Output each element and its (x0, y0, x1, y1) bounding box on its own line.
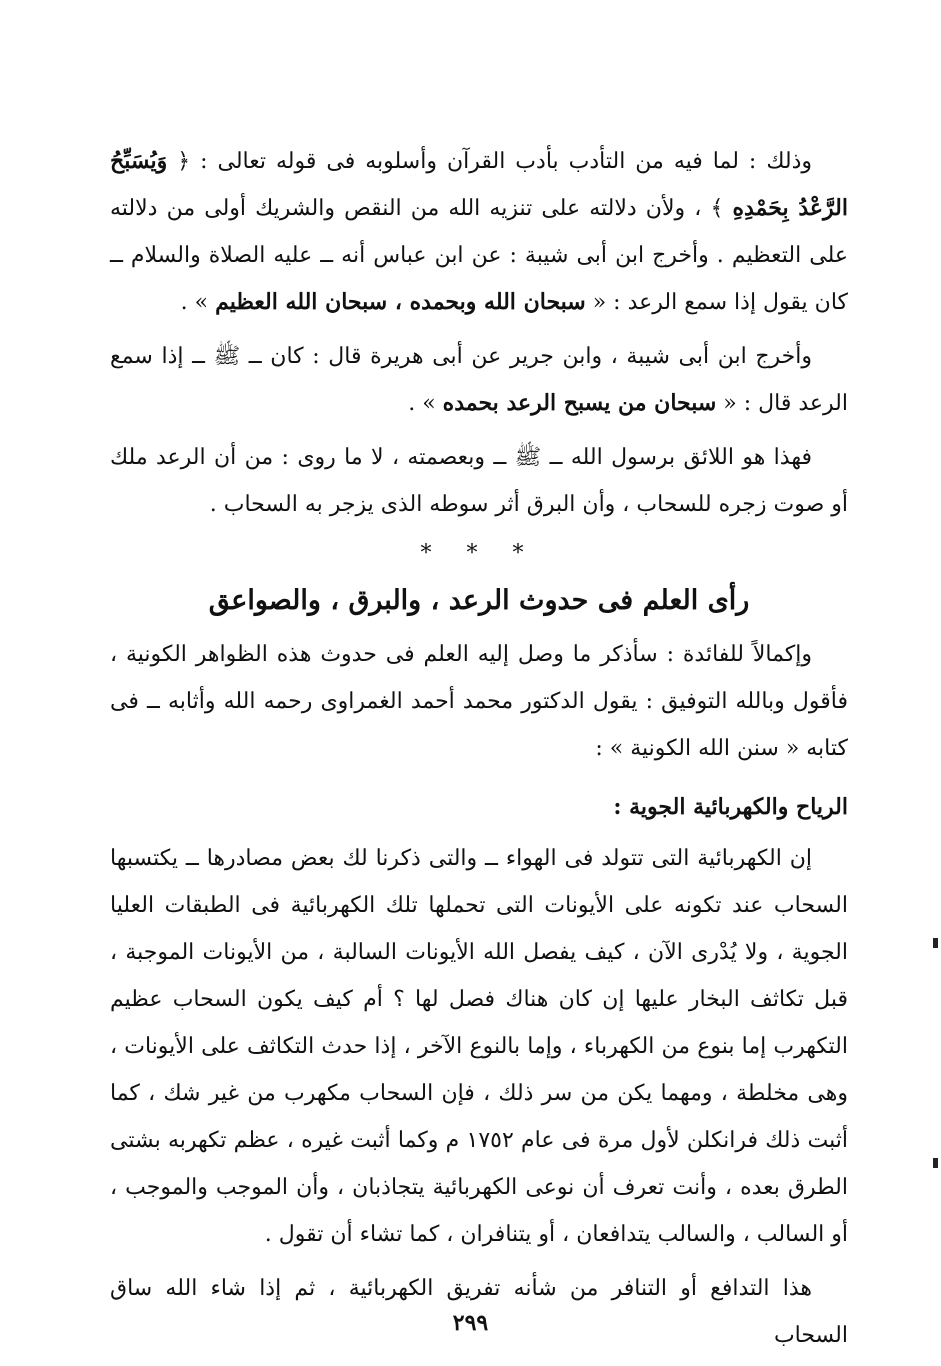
paragraph-electricity-body: إن الكهربائية التى تتولد فى الهواء ــ والتى ذكرنا لك بعض مصادرها ــ يكتسبها السحاب عند تكونه على الأيونات التى تحملها تلك الكهربائية فى الطبقات العليا الجوية ، ولا يُدْرى الآن ، كيف يفصل الله الأيونات السالبة ، من الأيونات الموجبة ، قبل تكاثف البخار عليها إن كان هناك فصل لها ؟ أم كيف يكون السحاب عظيم التكهرب إما بنوع من الكهرباء ، وإما بالنوع الآخر ، إذا حدث التكاثف على الأيونات ، وهى مخلطة ، ومهما يكن من سر ذلك ، فإن السحاب مكهرب من غير شك ، كما أثبت ذلك فرانكلن لأول مرة فى عام ١٧٥٢ م وكما أثبت غيره ، عظم تكهربه بشتى الطرق بعده ، وأنت تعرف أن نوعى الكهربائية يتجاذبان ، وأن الموجب والموجب ، أو السالب ، والسالب يتدافعان ، أو يتنافران ، كما تشاء أن تقول . (110, 846, 849, 1247)
paragraph-refutation (110, 434, 848, 528)
text-segment: » . (408, 391, 443, 416)
text-segment: وذلك : لما فيه من التأدب بأدب القرآن وأسلوبه فى قوله تعالى : ﴿ (167, 149, 812, 174)
text-segment: » . (180, 290, 216, 315)
page-body (110, 138, 848, 1366)
text-segment: وأخرج ابن أبى شيبة ، وابن جرير عن أبى هريرة قال : كان ــ ﷺ ــ إذا سمع الرعد قال : « (110, 344, 848, 416)
scan-edge-mark (933, 1158, 938, 1168)
paragraph-abu-hurayra-narration (110, 333, 848, 427)
quoted-phrase: سبحان من يسبح الرعد بحمده (442, 390, 717, 416)
section-separator: * * * (420, 541, 538, 566)
scan-edge-mark (933, 938, 938, 948)
quoted-phrase: سبحان الله وبحمده ، سبحان الله العظيم (215, 289, 586, 315)
quoted-phrase: وَيُسَبِّحُ الرَّعْدُ بِحَمْدِهِ (110, 148, 848, 221)
text-segment: ﴾ ، ولأن دلالته على تنزيه الله من النقص والشريك أولى من دلالته على التعظيم . وأخرج ابن أبى شيبة : عن ابن عباس أنه ــ عليه الصلاة والسلام ــ كان يقول إذا سمع الرعد : « (110, 196, 848, 315)
page-number: ٢٩٩ (452, 1310, 489, 1336)
section-title: رأى العلم فى حدوث الرعد ، والبرق ، والصواعق (208, 585, 750, 616)
text-segment: فهذا هو اللائق برسول الله ــ ﷺ ــ وبعصمته ، لا ما روى : من أن الرعد ملك أو صوت زجره للسحاب ، وأن البرق أثر سوطه الذى يزجر به السحاب . (110, 445, 848, 517)
subheading-atmospheric-electricity: الرياح والكهربائية الجوية : (613, 794, 848, 820)
paragraph-intro: وإكمالاً للفائدة : سأذكر ما وصل إليه العلم فى حدوث هذه الظواهر الكونية ، فأقول وبالله التوفيق : يقول الدكتور محمد أحمد الغمراوى رحمه الله وأثابه ــ فى كتابه « سنن الله الكونية » : (110, 642, 848, 761)
paragraph-thunder-etiquette (110, 138, 848, 326)
paragraph-continuation: هذا التدافع أو التنافر من شأنه تفريق الكهربائية ، ثم إذا شاء الله ساق السحاب (110, 1276, 848, 1348)
